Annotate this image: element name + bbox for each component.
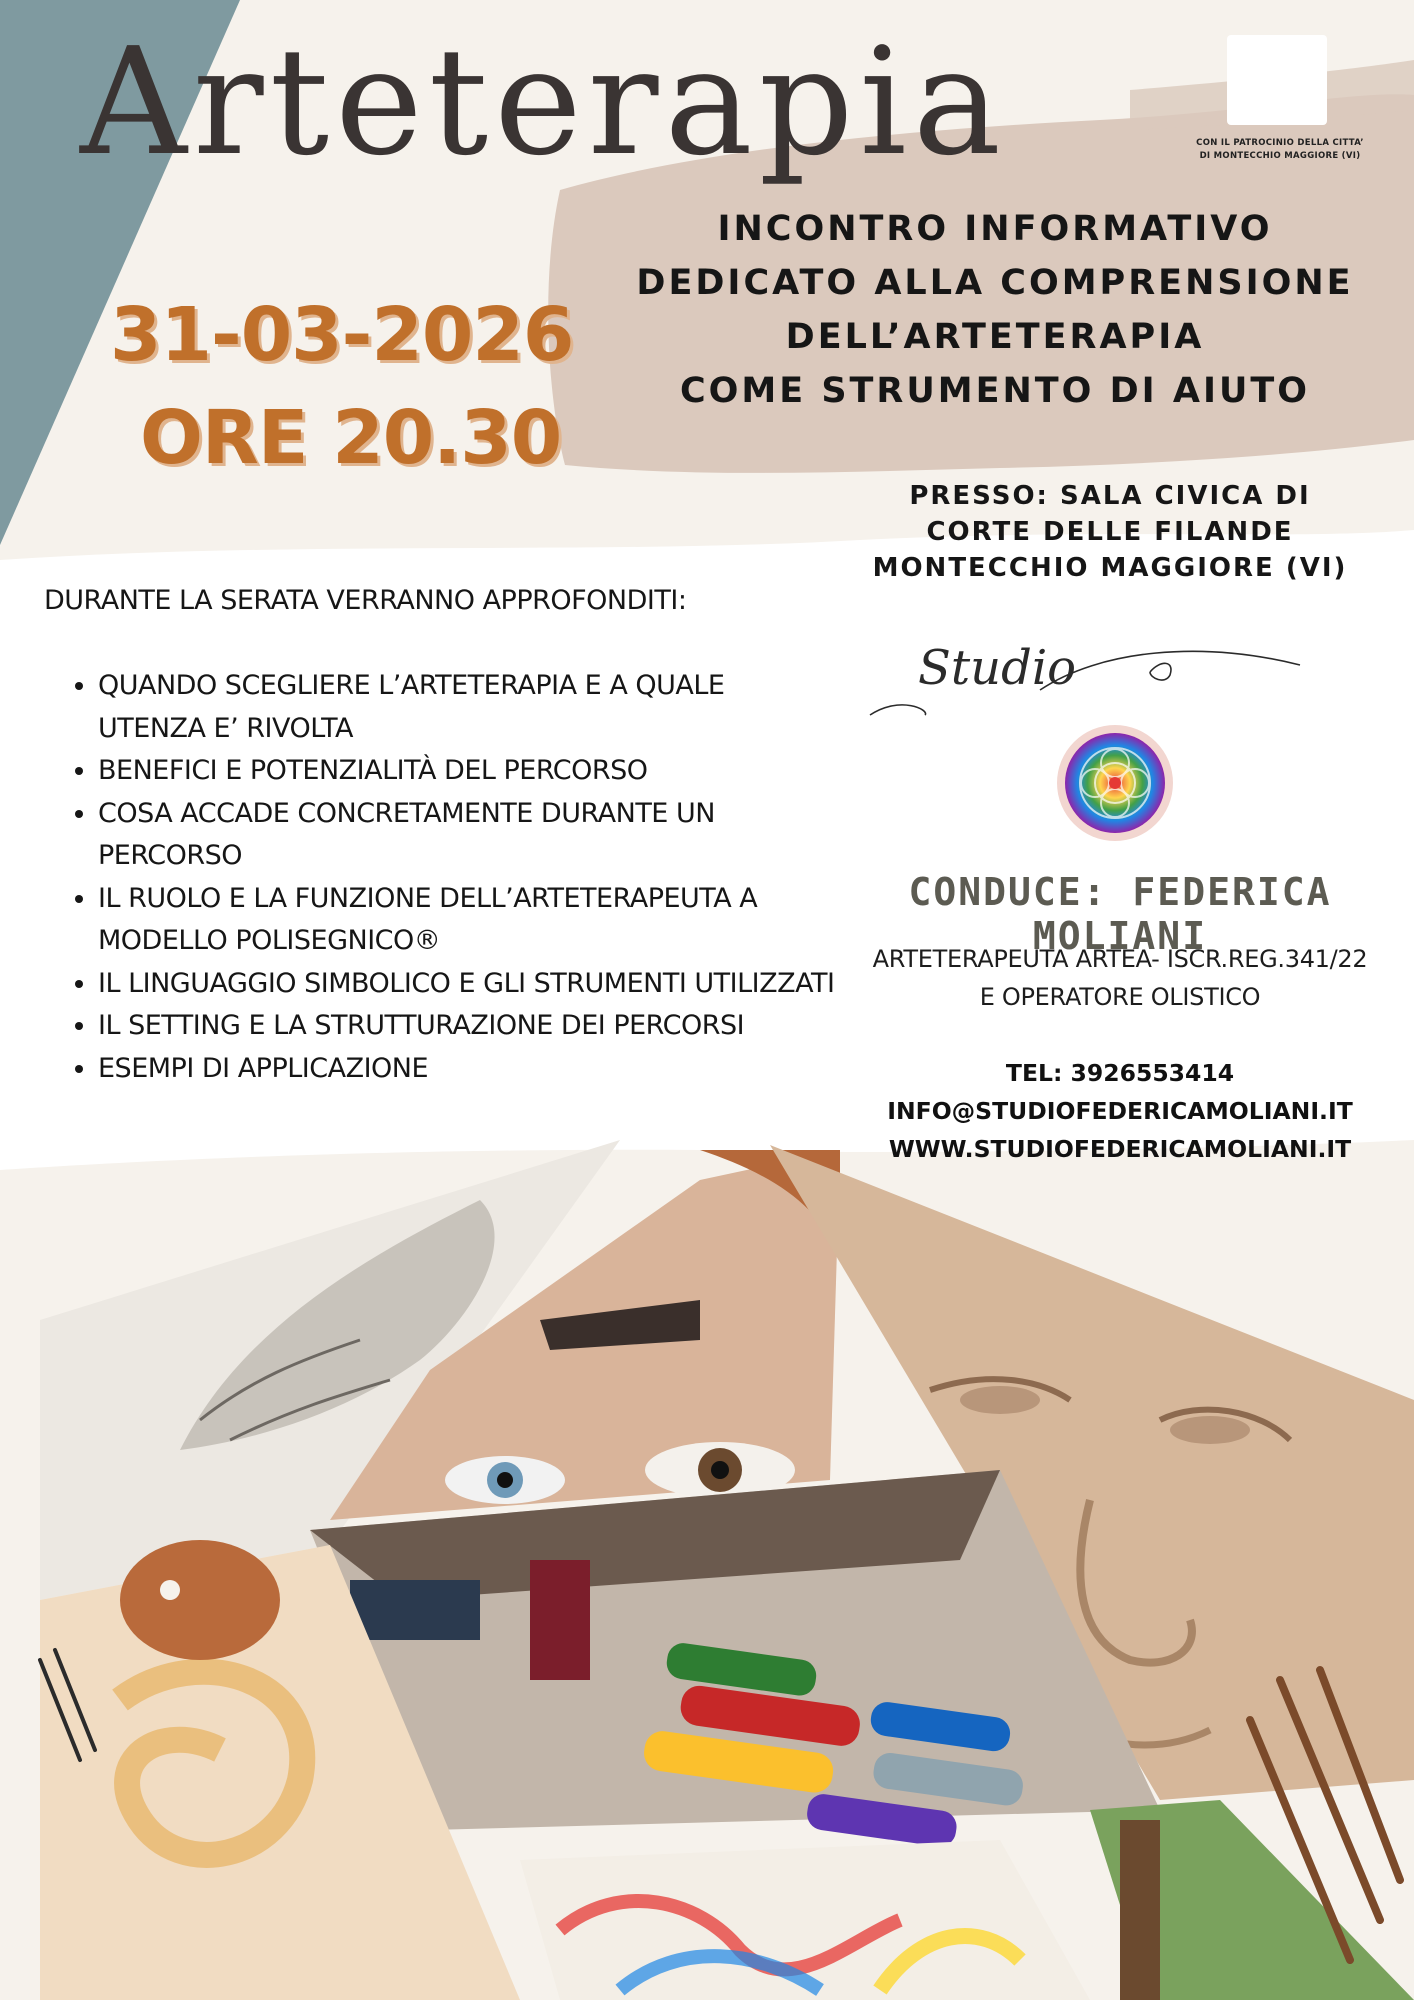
- program-intro: DURANTE LA SERATA VERRANNO APPROFONDITI:: [44, 585, 687, 616]
- patronage-line-2: DI MONTECCHIO MAGGIORE (VI): [1199, 151, 1361, 161]
- venue-line: MONTECCHIO MAGGIORE (VI): [872, 553, 1348, 583]
- venue-line: CORTE DELLE FILANDE: [926, 517, 1294, 547]
- qualification: [840, 940, 1400, 1016]
- list-item: • IL SETTING E LA STRUTTURAZIONE DEI PERCORSI: [98, 1005, 838, 1048]
- contact-website-link[interactable]: WWW.STUDIOFEDERICAMOLIANI.IT: [888, 1135, 1352, 1163]
- patronage-line-1: CON IL PATROCINIO DELLA CITTA’: [1196, 138, 1364, 148]
- contact-phone: TEL: 3926553414: [1005, 1059, 1235, 1087]
- event-time: ORE 20.30: [140, 395, 562, 481]
- list-item: • ESEMPI DI APPLICAZIONE: [98, 1048, 838, 1091]
- list-item: • IL RUOLO E LA FUNZIONE DELL’ARTETERAPEUTA A MODELLO POLISEGNICO®: [98, 878, 838, 963]
- qualification-line: ARTETERAPEUTA ARTEA- ISCR.REG.341/22: [872, 945, 1368, 973]
- contact-info: [840, 1054, 1400, 1168]
- event-date: 31-03-2026: [110, 292, 574, 378]
- headline-line: DELL’ARTETERAPIA: [785, 317, 1205, 357]
- headline-line: DEDICATO ALLA COMPRENSIONE: [636, 263, 1354, 303]
- event-headline: [600, 202, 1390, 418]
- conductor-name: CONDUCE: FEDERICA MOLIANI: [908, 870, 1332, 958]
- patronage-note: [1160, 137, 1400, 163]
- program-topics-list: [56, 665, 838, 1090]
- municipal-logo-box: [1227, 35, 1327, 125]
- list-item: • IL LINGUAGGIO SIMBOLICO E GLI STRUMENTI UTILIZZATI: [98, 963, 838, 1006]
- headline-line: COME STRUMENTO DI AIUTO: [679, 371, 1311, 411]
- list-item: • COSA ACCADE CONCRETAMENTE DURANTE UN PERCORSO: [98, 793, 838, 878]
- qualification-line: E OPERATORE OLISTICO: [979, 983, 1261, 1011]
- headline-line: INCONTRO INFORMATIVO: [717, 209, 1273, 249]
- contact-email-link[interactable]: INFO@STUDIOFEDERICAMOLIANI.IT: [887, 1097, 1353, 1125]
- list-item: • BENEFICI E POTENZIALITÀ DEL PERCORSO: [98, 750, 838, 793]
- page-title: Arteterapia: [80, 16, 1008, 188]
- venue-line: PRESSO: SALA CIVICA DI: [909, 481, 1311, 511]
- list-item: • QUANDO SCEGLIERE L’ARTETERAPIA E A QUALE UTENZA E’ RIVOLTA: [98, 665, 838, 750]
- event-venue: [860, 478, 1360, 586]
- art-collage: [40, 1140, 1414, 2000]
- mandala-icon: [1057, 725, 1173, 841]
- studio-logo-text: Studio: [918, 640, 1077, 696]
